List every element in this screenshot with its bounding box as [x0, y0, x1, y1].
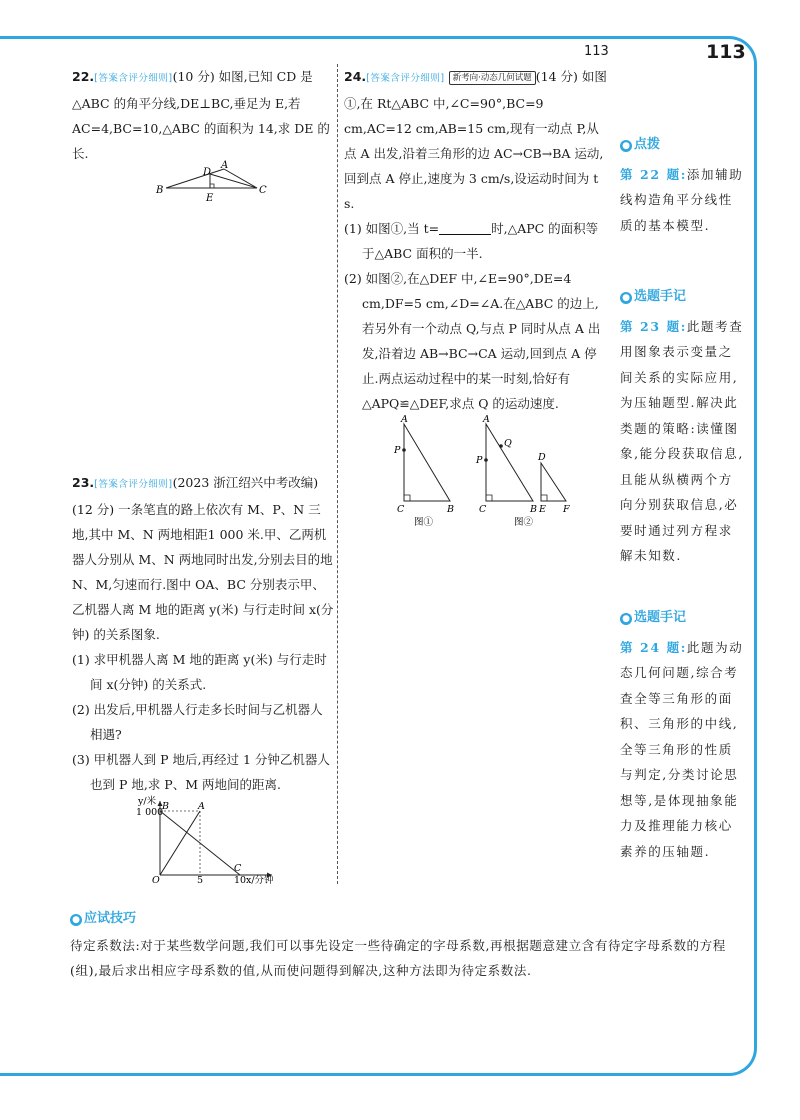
exam-tips	[70, 906, 745, 983]
q23-text: (2023 浙江绍兴中考改编) (12 分) 一条笔直的路上依次有 M、P、N 三地,其中 M、N 两地相距1 000 米.甲、乙两机器人分别从 M、N 两地同时出发,分别去目的地 N、M,匀速而行.图中 OA、BC 分别表示甲、乙机器人离 M 地的距离 y(米) 与行走时间 x(分钟) 的关系图象.	[72, 475, 334, 642]
label-f: F	[563, 504, 570, 515]
q23-graph	[72, 796, 334, 886]
label-b: B	[156, 185, 164, 196]
q23-part-3: (3) 甲机器人到 P 地后,再经过 1 分钟乙机器人也到 P 地,求 P、M 两地间的距离.	[72, 752, 330, 792]
label-b-fig2: B	[530, 504, 537, 515]
fig1-caption: 图①	[414, 517, 434, 528]
label-p-fig2: P	[476, 455, 483, 466]
label-a-fig2: A	[483, 414, 490, 425]
label-p-fig1: P	[394, 445, 401, 456]
left-column	[72, 64, 334, 886]
note24-title-text: 选题手记	[634, 610, 687, 625]
page-number-big: 113	[706, 41, 746, 63]
sidebar-note-23	[620, 284, 745, 569]
tips-text: 待定系数法:对于某些数学问题,我们可以事先设定一些待确定的字母系数,再根据题意建立含有待定字母系数的方程(组),最后求出相应字母系数的值,从而使问题得到解决,这种方法即为待定系数法.	[70, 938, 726, 978]
dianbo-text: 添加辅助线构造角平分线性质的基本模型.	[620, 166, 744, 233]
q23-tag[interactable]: [答案含评分细则]	[94, 479, 173, 490]
label-c: C	[259, 185, 267, 196]
note23-title	[620, 284, 745, 310]
question-24	[344, 64, 610, 544]
label-b-fig1: B	[447, 504, 454, 515]
q24-intro: (14 分) 如图①,在 Rt△ABC 中,∠C=90°,BC=9 cm,AC=12 cm,AB=15 cm,现有一动点 P,从点 A 出发,沿着三角形的边 AC→CB→BA 运动,回到点 A 停止,速度为 3 cm/s,设运动时间为 t s.	[344, 69, 607, 211]
tips-title-text: 应试技巧	[84, 911, 137, 926]
note24-lead: 第 24 题:	[620, 639, 687, 655]
segment-ba	[166, 169, 224, 188]
sidebar-note-24	[620, 605, 745, 864]
label-a-fig1: A	[401, 414, 408, 425]
q24-part-1	[344, 216, 610, 266]
segment-ac	[224, 169, 257, 188]
x-axis-label: x/分钟	[246, 875, 274, 886]
column-divider	[337, 64, 338, 884]
q24-part-1-before: (1) 如图①,当 t=	[344, 221, 440, 236]
bullet-icon: ●	[70, 914, 82, 926]
note23-title-text: 选题手记	[634, 289, 687, 304]
label-a: A	[221, 160, 229, 171]
label-d: D	[538, 452, 546, 463]
y-tick-1000: 1 000	[136, 807, 164, 818]
page-number-small: 113	[584, 44, 609, 59]
segment-cd	[210, 174, 257, 188]
origin-label: O	[152, 875, 160, 886]
note23-lead: 第 23 题:	[620, 318, 687, 334]
q23-number: 23.	[72, 475, 95, 490]
note24-title	[620, 605, 745, 631]
q24-part-2: (2) 如图②,在△DEF 中,∠E=90°,DE=4 cm,DF=5 cm,∠D=∠A.在△ABC 的边上,若另外有一个动点 Q,与点 P 同时从点 A 出发,沿着边 AB→BC→CA 运动,回到点 A 停止.两点运动过程中的某一时刻,恰好有△APQ≌△DEF,求点 Q 的运动速度.	[344, 271, 601, 411]
point-p-fig2	[484, 458, 488, 462]
dianbo-lead: 第 22 题:	[620, 166, 687, 182]
point-q-fig2	[499, 444, 503, 448]
note23-text: 此题考查用图象表示变量之间关系的实际应用,为压轴题型.解决此类题的策略:读懂图象,能分段获取信息,且能从纵横两个方向分别获取信息,必要时通过列方程求解未知数.	[620, 318, 744, 563]
label-c: C	[234, 863, 242, 874]
answer-blank[interactable]	[439, 222, 491, 235]
line-oa	[160, 811, 200, 875]
q22-figure	[72, 160, 334, 216]
label-b: B	[162, 801, 169, 812]
q24-tag[interactable]: [答案含评分细则]	[366, 73, 445, 84]
x-tick-5: 5	[197, 875, 204, 886]
q22-text: (10 分) 如图,已知 CD 是△ABC 的角平分线,DE⊥BC,垂足为 E,若 AC=4,BC=10,△ABC 的面积为 14,求 DE 的长.	[72, 69, 330, 161]
q22-number: 22.	[72, 69, 95, 84]
q24-part-1-after: 时,△APC 的面积等于△ABC 面积的一半.	[362, 221, 599, 261]
q23-part-2: (2) 出发后,甲机器人行走多长时间与乙机器人相遇?	[72, 702, 323, 742]
right-angle-e	[541, 495, 547, 501]
triangle-abc-fig2	[486, 424, 533, 501]
fig2-caption: 图②	[514, 517, 534, 528]
sidebar-dianbo	[620, 132, 745, 238]
triangle-abc-fig1	[404, 424, 450, 501]
q24-figures	[344, 416, 610, 536]
question-22	[72, 64, 334, 224]
label-c-fig2: C	[479, 504, 487, 515]
bullet-icon: ●	[620, 140, 632, 152]
dianbo-title-text: 点拨	[634, 137, 661, 152]
right-angle-mark	[210, 184, 214, 188]
q22-tag[interactable]: [答案含评分细则]	[94, 73, 173, 84]
q24-number: 24.	[344, 69, 367, 84]
x-tick-10: 10	[234, 875, 247, 886]
label-a: A	[198, 801, 205, 812]
label-c-fig1: C	[397, 504, 405, 515]
point-p-fig1	[402, 448, 406, 452]
q24-badge: 新考向·动态几何试题	[449, 71, 536, 85]
label-e: E	[539, 504, 546, 515]
right-angle-c-fig1	[404, 495, 410, 501]
label-e: E	[206, 193, 214, 204]
bullet-icon: ●	[620, 613, 632, 625]
right-angle-c-fig2	[486, 495, 492, 501]
y-axis-label: y/米	[138, 796, 157, 807]
tips-title	[70, 906, 745, 931]
note24-text: 此题为动态几何问题,综合考查全等三角形的面积、三角形的中线,全等三角形的性质与判定,分类讨论思想等,是体现抽象能力及推理能力核心素养的压轴题.	[620, 639, 744, 859]
question-23	[72, 470, 334, 891]
label-d: D	[203, 167, 212, 178]
dianbo-title	[620, 132, 745, 158]
label-q-fig2: Q	[504, 438, 512, 449]
q23-part-1: (1) 求甲机器人离 M 地的距离 y(米) 与行走时间 x(分钟) 的关系式.	[72, 652, 327, 692]
bullet-icon: ●	[620, 292, 632, 304]
middle-column	[344, 64, 610, 544]
